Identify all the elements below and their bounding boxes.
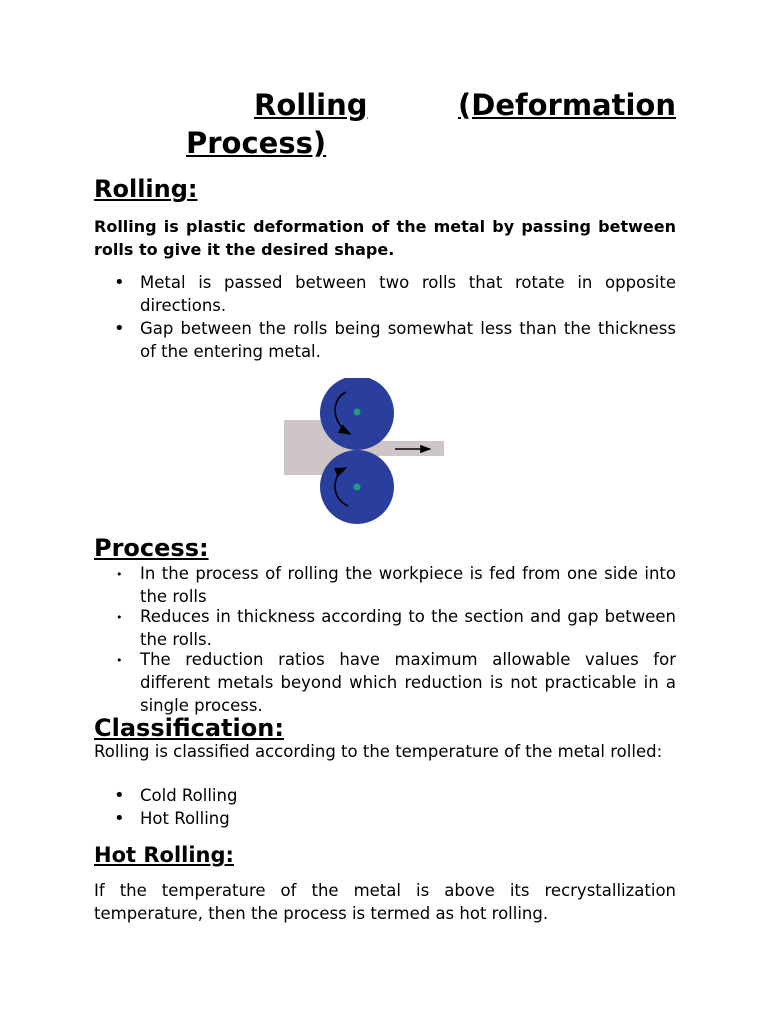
rolling-diagram-svg: [284, 378, 454, 524]
list-item: • Hot Rolling: [94, 807, 676, 830]
process-bullet-list: [94, 562, 676, 717]
rolling-definition: Rolling is plastic deformation of the metal by passing between rolls to give it the desired shape.: [94, 217, 676, 259]
list-item: • In the process of rolling the workpiece is fed from one side into the rolls: [94, 562, 676, 608]
lower-roll-center: [354, 484, 361, 491]
rolling-diagram: [284, 378, 454, 528]
rolling-bullet-list: [94, 271, 676, 363]
process-heading: Process:: [94, 534, 209, 562]
hot-rolling-text: If the temperature of the metal is above its recrystallization temperature, then the process is termed as hot rolling.: [94, 881, 676, 923]
classification-intro: Rolling is classified according to the temperature of the metal rolled:: [94, 742, 663, 761]
list-item: • Cold Rolling: [94, 784, 676, 807]
title-line-2: Process): [186, 126, 327, 160]
classification-bullet-list: [94, 784, 676, 830]
list-item: • The reduction ratios have maximum allowable values for different metals beyond which reduction is not practicable in a single process.: [94, 648, 676, 717]
rolling-heading: Rolling:: [94, 175, 198, 203]
list-item: • Reduces in thickness according to the section and gap between the rolls.: [94, 605, 676, 651]
hot-rolling-heading: Hot Rolling:: [94, 843, 234, 867]
title-word-rolling: Rolling: [254, 88, 368, 122]
document-title: [94, 86, 676, 162]
list-item: • Metal is passed between two rolls that rotate in opposite directions.: [94, 271, 676, 317]
list-item: • Gap between the rolls being somewhat less than the thickness of the entering metal.: [94, 317, 676, 363]
title-line-1: [94, 86, 676, 124]
title-word-deformation: (Deformation: [458, 88, 676, 122]
upper-roll-center: [354, 409, 361, 416]
classification-heading: Classification:: [94, 714, 284, 742]
